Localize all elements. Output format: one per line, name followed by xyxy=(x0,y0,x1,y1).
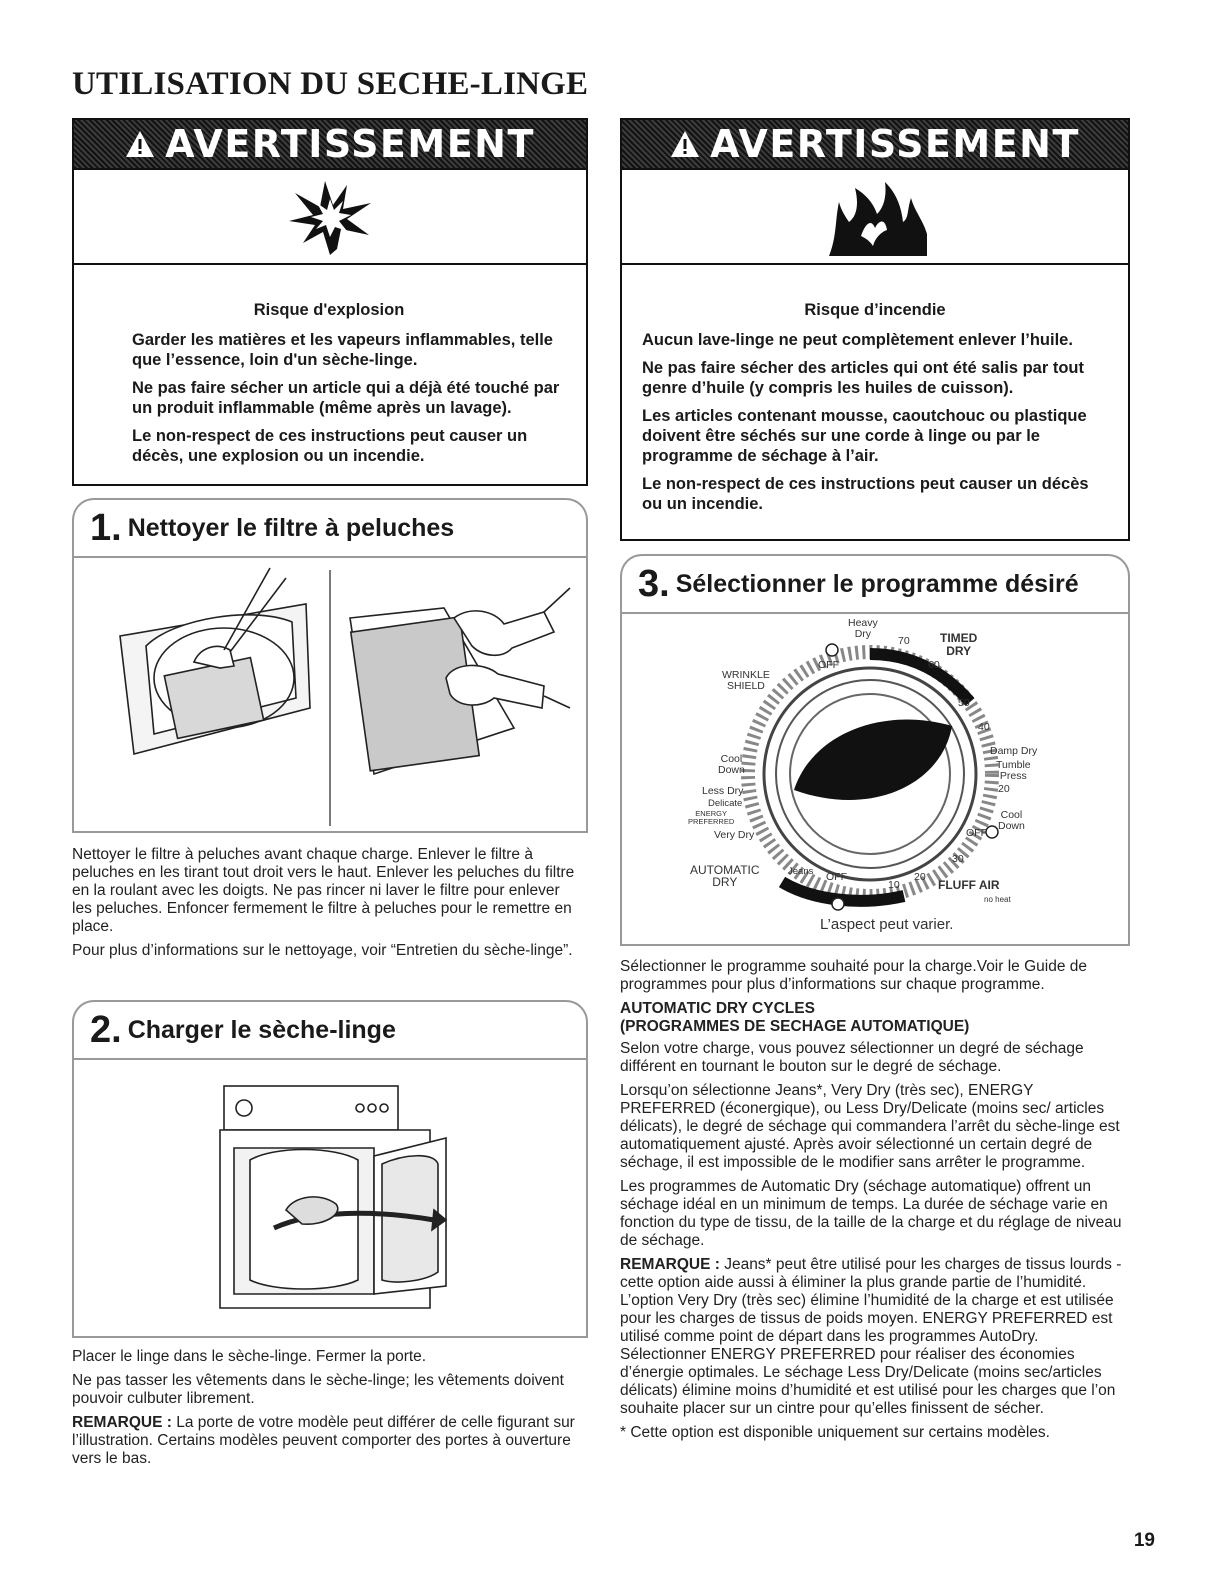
step-number: 2. xyxy=(90,1008,122,1051)
dial-label: Tumble Press xyxy=(996,759,1031,782)
step-1-text xyxy=(72,846,577,966)
dial-label: FLUFF AIR xyxy=(938,878,1000,892)
step-number: 3. xyxy=(638,562,670,605)
dial-label: Heavy Dry xyxy=(848,617,878,640)
step-title: Charger le sèche-linge xyxy=(127,1015,396,1044)
step-3-header xyxy=(620,554,1130,612)
step-title: Nettoyer le filtre à peluches xyxy=(127,513,455,542)
paragraph: Ne pas tasser les vêtements dans le sèche-linge; les vêtements doivent pouvoir culbuter librement. xyxy=(72,1372,564,1407)
warning-box-explosion xyxy=(72,118,588,288)
step-2-section xyxy=(72,1000,588,1338)
warning-header-text: AVERTISSEMENT xyxy=(710,122,1080,166)
dial-label: 20 xyxy=(914,871,926,883)
warning-header xyxy=(74,120,586,170)
risk-title: Risque d’incendie xyxy=(804,301,946,319)
dial-label: TIMED DRY xyxy=(940,631,978,658)
lint-filter-clean-illustration xyxy=(350,588,570,774)
warning-line: Le non-respect de ces instructions peut causer un décès ou un incendie. xyxy=(642,475,1089,513)
page-title: UTILISATION DU SECHE-LINGE xyxy=(72,66,589,102)
risk-title: Risque d'explosion xyxy=(253,301,405,319)
paragraph: Les programmes de Automatic Dry (séchage automatique) offrent un séchage idéal en un minimum de temps. La durée de séchage varie en fonction du type de tissu, de la taille de la charge et du réglage de niveau de séchage. xyxy=(620,1178,1122,1249)
dial-label: 40 xyxy=(978,721,990,733)
warning-line: Aucun lave-linge ne peut complètement enlever l’huile. xyxy=(642,331,1073,349)
cycle-dial xyxy=(622,614,1128,944)
warning-triangle-icon xyxy=(670,130,700,158)
dial-label: 70 xyxy=(898,635,910,647)
dial-label: Very Dry xyxy=(714,829,755,841)
paragraph: Pour plus d’informations sur le nettoyage, voir “Entretien du sèche-linge”. xyxy=(72,942,573,959)
subheading: (PROGRAMMES DE SECHAGE AUTOMATIQUE) xyxy=(620,1018,970,1035)
paragraph: Nettoyer le filtre à peluches avant chaque charge. Enlever le filtre à peluches en les tirant tout droit vers le haut. Enlever les peluches du filtre en la roulant avec les doigts. Ne pas rincer ni laver le filtre pour enlever les peluches. Enfoncer fermement le filtre à peluches pour le remettre en place. xyxy=(72,846,575,935)
note-label: REMARQUE : xyxy=(620,1256,720,1273)
paragraph: Placer le linge dans le sèche-linge. Fermer la porte. xyxy=(72,1348,427,1365)
warning-box-fire-body xyxy=(620,286,1130,541)
step-3-illustration xyxy=(620,612,1130,946)
dial-label: AUTOMATIC DRY xyxy=(690,863,760,889)
illustration-caption: L’aspect peut varier. xyxy=(820,916,954,933)
paragraph: Sélectionner le programme souhaité pour la charge.Voir le Guide de programmes pour plus d’informations sur chaque programme. xyxy=(620,958,1087,993)
warning-triangle-icon xyxy=(125,130,155,158)
warning-header xyxy=(622,120,1128,170)
warning-line: Garder les matières et les vapeurs inflammables, telle que l’essence, loin d'un sèche-linge. xyxy=(132,331,553,369)
note-text: La porte de votre modèle peut différer de celle figurant sur l’illustration. Certains modèles peuvent comporter des portes à ouverture vers le bas. xyxy=(72,1414,575,1467)
warning-line: Le non-respect de ces instructions peut causer un décès, une explosion ou un incendie. xyxy=(132,427,528,465)
page-number: 19 xyxy=(1133,1530,1155,1551)
dial-label: Damp Dry xyxy=(990,745,1038,757)
lint-filter-remove-illustration xyxy=(120,568,310,754)
dial-label: OFF xyxy=(826,871,847,883)
dial-label: 10 xyxy=(888,879,900,891)
fire-icon xyxy=(622,170,1128,265)
warning-line: Ne pas faire sécher un article qui a déjà été touché par un produit inflammable (même après un lavage). xyxy=(132,379,560,417)
dial-label: 50 xyxy=(958,697,970,709)
paragraph: Lorsqu’on sélectionne Jeans*, Very Dry (très sec), ENERGY PREFERRED (éconergique), ou Less Dry/Delicate (moins sec/ articles délicats), le degré de séchage qui commandera l’arrêt du sèche-linge est automatiquement ajusté. Après avoir sélectionné un certain degré de séchage, il est impossible de le modifier sans arrêter le programme. xyxy=(620,1082,1120,1171)
step-title: Sélectionner le programme désiré xyxy=(675,569,1079,598)
paragraph: Selon votre charge, vous pouvez sélectionner un degré de séchage différent en tournant le bouton sur le degré de séchage. xyxy=(620,1040,1084,1075)
dial-label: 30 xyxy=(952,853,964,865)
step-1-illustration xyxy=(72,556,588,833)
dryer-illustration xyxy=(220,1086,446,1308)
warning-line: Ne pas faire sécher des articles qui ont été salis par tout genre d’huile (y compris les huiles de cuisson). xyxy=(642,359,1084,397)
subheading: AUTOMATIC DRY CYCLES xyxy=(620,1000,815,1017)
dial-label: no heat xyxy=(984,895,1011,904)
step-number: 1. xyxy=(90,506,122,549)
dial-label: 60 xyxy=(928,659,940,671)
step-2-text xyxy=(72,1348,577,1474)
note-label: REMARQUE : xyxy=(72,1414,172,1431)
dial-label: Less Dry xyxy=(702,785,744,797)
step-2-illustration xyxy=(72,1058,588,1338)
dial-label: Delicate xyxy=(708,798,743,809)
step-1-header xyxy=(72,498,588,556)
step-3-text xyxy=(620,958,1125,1448)
explosion-icon xyxy=(74,170,586,265)
dial-label: Cool Down xyxy=(718,753,745,776)
note xyxy=(72,1414,577,1468)
dial-label: Jeans xyxy=(788,866,814,877)
footnote: * Cette option est disponible uniquement sur certains modèles. xyxy=(620,1424,1050,1441)
dial-label: OFF xyxy=(818,659,839,671)
note-text: Jeans* peut être utilisé pour les charges de tissus lourds - cette option aide aussi à éliminer la plus grande partie de l’humidité. L’option Very Dry (très sec) élimine l’humidité de la charge et est utilisée pour les charges de tissus de poids moyen. ENERGY PREFERRED est utilisé comme point de départ dans les programmes AutoDry. Sélectionner ENERGY PREFERRED pour réaliser des économies d’énergie optimales. Le séchage Less Dry/Delicate (moins sec/articles délicats) élimine moins d’humidité et est utilisé pour les charges que l’on souhaite placer sur un cintre pour qu’elles finissent de sécher. xyxy=(620,1256,1122,1417)
step-1-section xyxy=(72,498,588,833)
step-3-section xyxy=(620,554,1130,946)
dial-label: WRINKLE SHIELD xyxy=(722,669,770,692)
dial-label: Cool Down xyxy=(998,809,1025,832)
step-2-header xyxy=(72,1000,588,1058)
warning-line: Les articles contenant mousse, caoutchouc ou plastique doivent être séchés sur une corde à linge ou par le programme de séchage à l’air. xyxy=(642,407,1087,465)
dial-label: OFF xyxy=(966,827,987,839)
warning-header-text: AVERTISSEMENT xyxy=(165,122,535,166)
dial-label: ENERGY PREFERRED xyxy=(688,809,735,826)
dial-label: 20 xyxy=(998,783,1010,795)
warning-box-fire xyxy=(620,118,1130,288)
warning-box-explosion-body xyxy=(72,286,588,486)
note xyxy=(620,1256,1125,1418)
